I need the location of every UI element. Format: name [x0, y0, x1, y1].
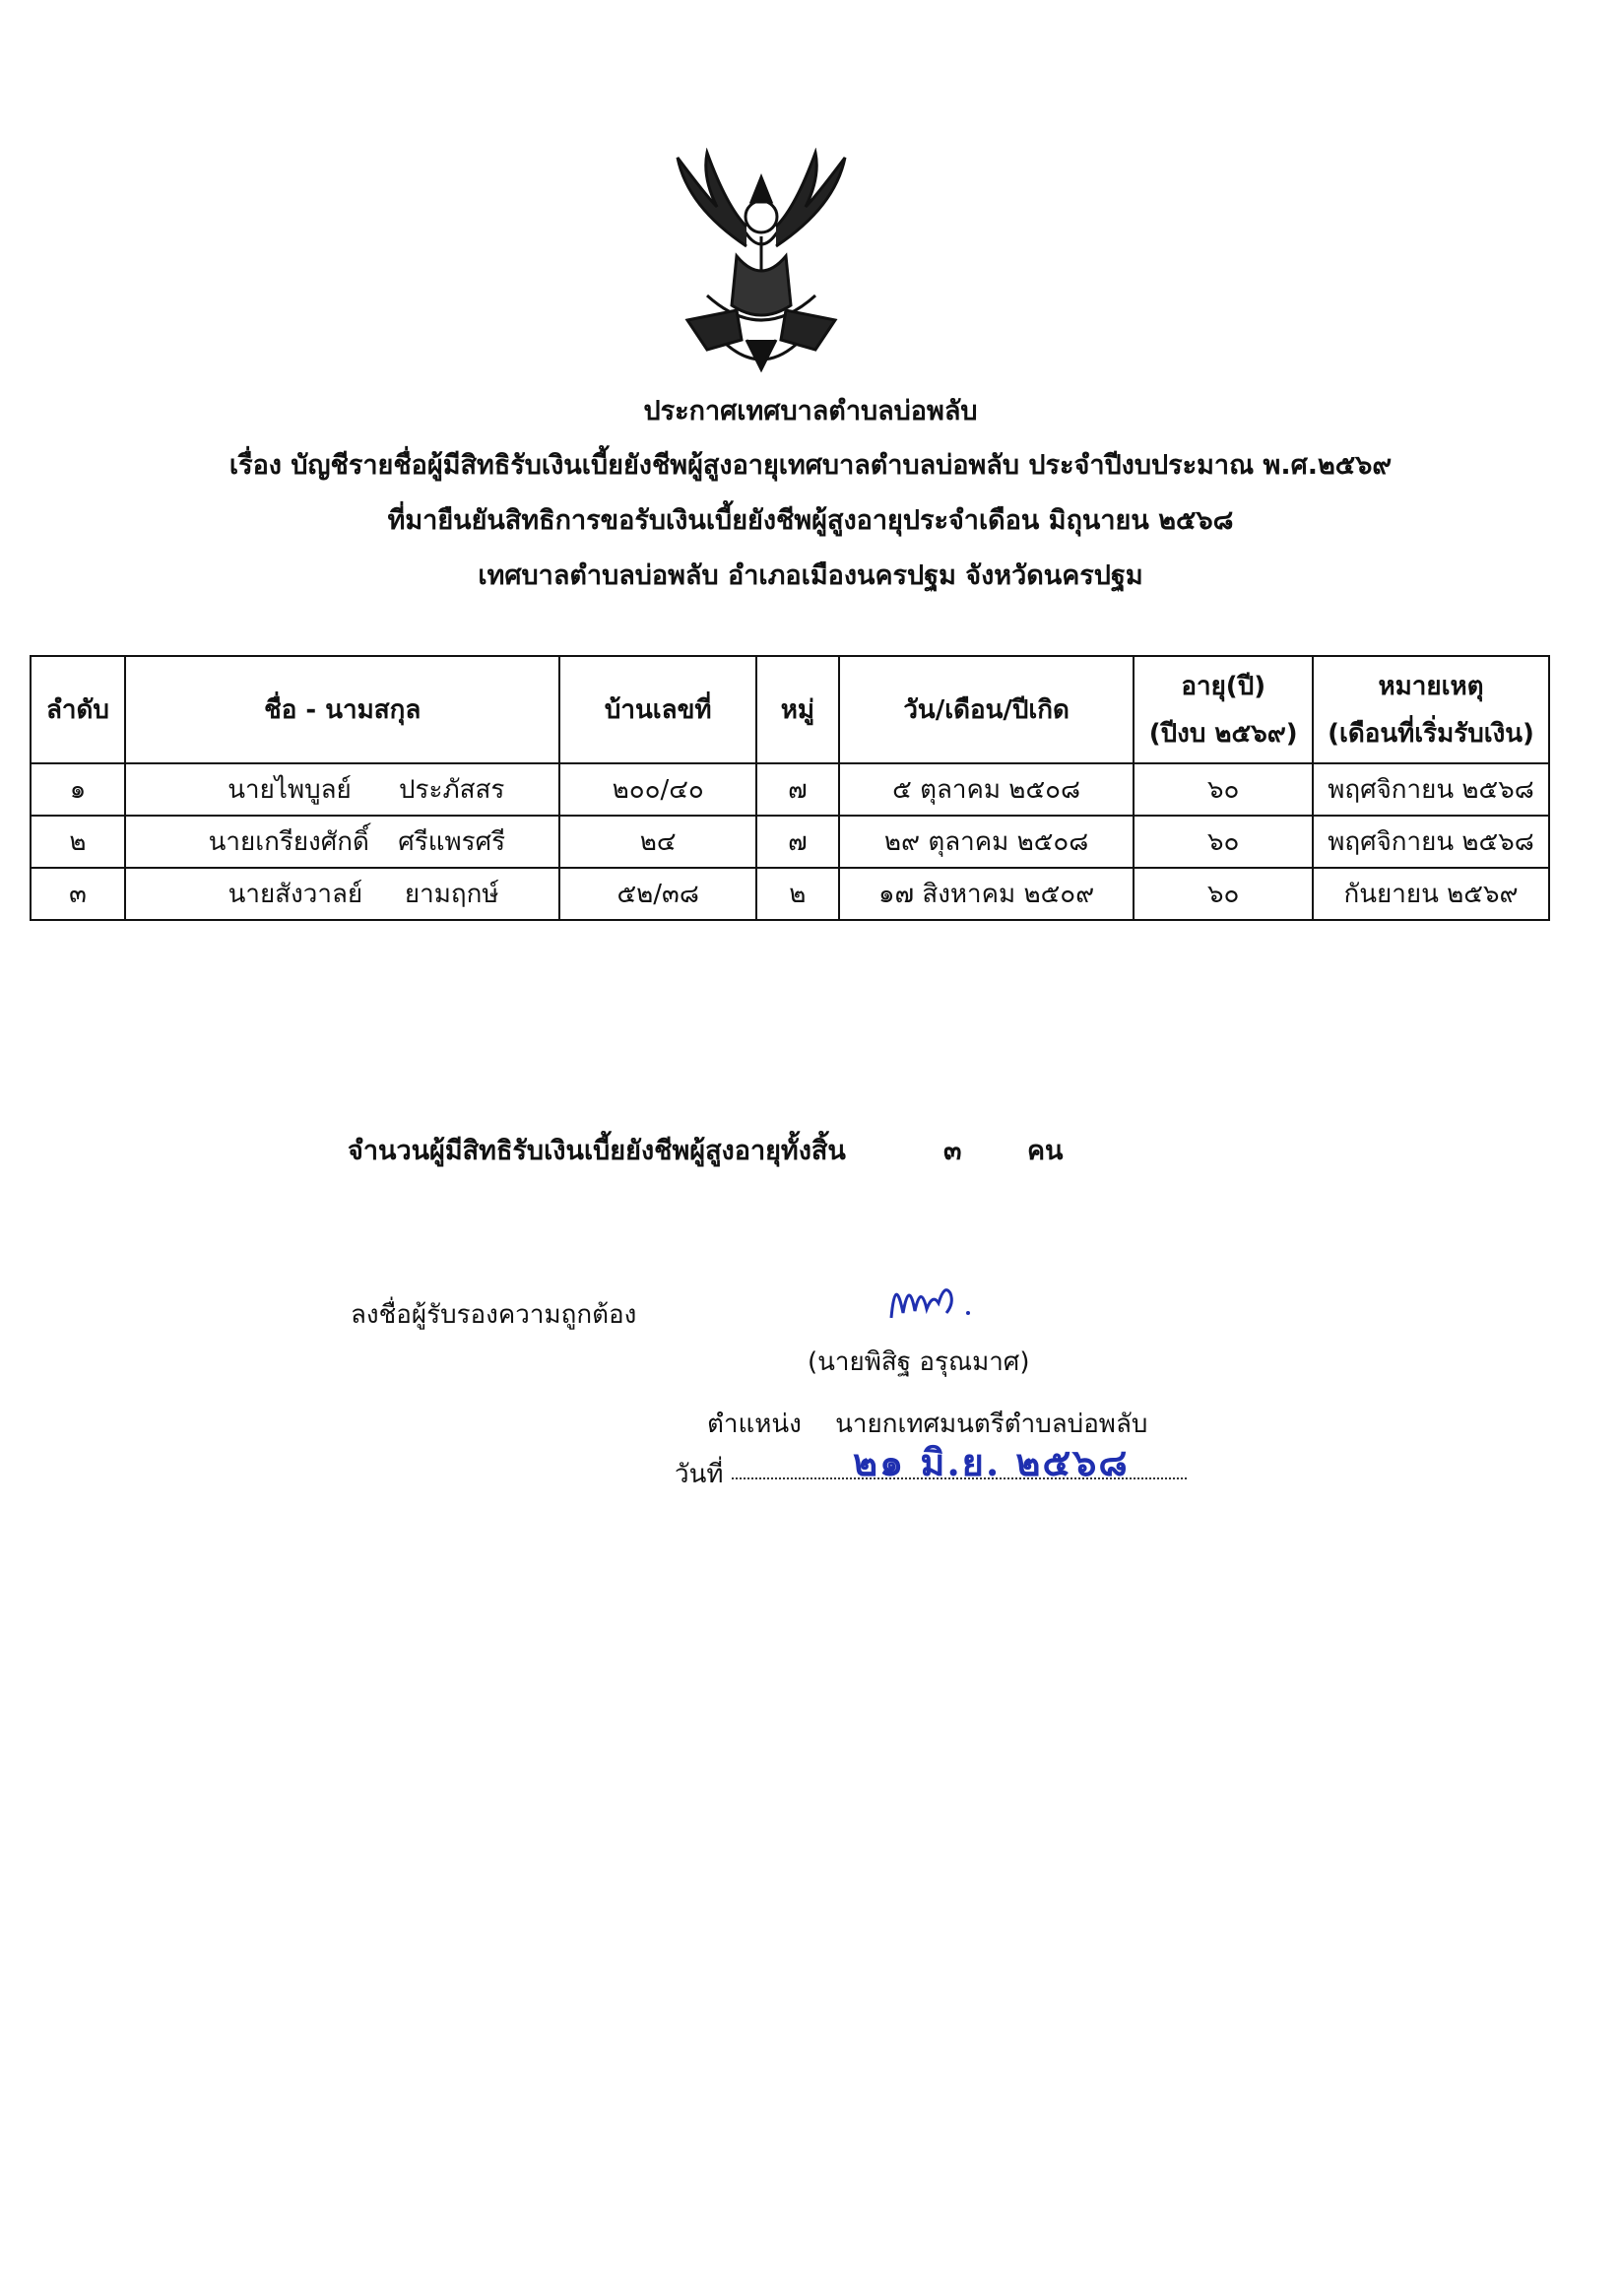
- certify-label: ลงชื่อผู้รับรองความถูกต้อง: [351, 1300, 637, 1330]
- total-count-line: [348, 1129, 1064, 1171]
- beneficiary-table: [30, 655, 1550, 921]
- cell-seq: ๑: [31, 763, 125, 816]
- cell-moo: ๗: [756, 816, 839, 868]
- col-header-dob: วัน/เดือน/ปีเกิด: [839, 656, 1135, 763]
- cell-last-name: ศรีแพรศรี: [398, 827, 506, 857]
- cell-moo: ๗: [756, 763, 839, 816]
- announcement-title: ประกาศเทศบาลตำบลบ่อพลับ: [643, 396, 978, 426]
- total-label: จำนวนผู้มีสิทธิรับเงินเบี้ยยังชีพผู้สูงอายุทั้งสิ้น: [348, 1136, 846, 1166]
- cell-last-name: ยามฤกษ์: [404, 880, 499, 909]
- col-header-seq: ลำดับ: [31, 656, 125, 763]
- table-row: [31, 763, 1549, 816]
- cell-dob: ๑๗ สิงหาคม ๒๕๐๙: [839, 868, 1135, 920]
- cell-age: ๖๐: [1134, 763, 1313, 816]
- col-header-note-label: หมายเหตุ: [1378, 671, 1484, 701]
- cell-seq: ๒: [31, 816, 125, 868]
- cell-name: [125, 868, 560, 920]
- cell-dob: ๕ ตุลาคม ๒๕๐๘: [839, 763, 1135, 816]
- position-label: ตำแหน่ง: [707, 1410, 802, 1439]
- col-header-note-sub: (เดือนที่เริ่มรับเงิน): [1328, 718, 1534, 749]
- col-header-name: ชื่อ - นามสกุล: [125, 656, 560, 763]
- cell-name: [125, 816, 560, 868]
- table-row: [31, 816, 1549, 868]
- col-header-age-sub: (ปีงบ ๒๕๖๙): [1148, 718, 1298, 749]
- cell-first-name: นายไพบูลย์: [227, 775, 352, 805]
- total-unit: คน: [1027, 1136, 1064, 1166]
- announcement-subject: เรื่อง บัญชีรายชื่อผู้มีสิทธิรับเงินเบี้ยยังชีพผู้สูงอายุเทศบาลตำบลบ่อพลับ ประจำปีงบประมาณ พ.ศ.๒๕๖๙: [228, 450, 1393, 481]
- cell-first-name: นายสังวาลย์: [227, 880, 363, 909]
- position-value: นายกเทศมนตรีตำบลบ่อพลับ: [835, 1410, 1148, 1439]
- date-stamp: ๒๑ มิ.ย. ๒๕๖๘: [853, 1440, 1130, 1484]
- cell-dob: ๒๙ ตุลาคม ๒๕๐๘: [839, 816, 1135, 868]
- handwritten-signature: [881, 1264, 980, 1333]
- col-header-age-label: อายุ(ปี): [1181, 671, 1266, 701]
- table-row: [31, 868, 1549, 920]
- col-header-age: [1134, 656, 1313, 763]
- cell-age: ๖๐: [1134, 816, 1313, 868]
- total-count: ๓: [943, 1136, 962, 1166]
- cell-note: พฤศจิกายน ๒๕๖๘: [1313, 763, 1549, 816]
- col-header-note: [1313, 656, 1549, 763]
- cell-name: [125, 763, 560, 816]
- cell-first-name: นายเกรียงศักดิ์: [208, 827, 369, 857]
- cell-seq: ๓: [31, 868, 125, 920]
- table-header-row: [31, 656, 1549, 763]
- cell-note: กันยายน ๒๕๖๙: [1313, 868, 1549, 920]
- signer-name: (นายพิสิฐ อรุณมาศ): [808, 1347, 1030, 1377]
- garuda-emblem-icon: [648, 148, 875, 376]
- date-label: วันที่: [675, 1460, 724, 1489]
- col-header-house: บ้านเลขที่: [559, 656, 756, 763]
- cell-moo: ๒: [756, 868, 839, 920]
- col-header-moo: หมู่: [756, 656, 839, 763]
- cell-house: ๒๐๐/๔๐: [559, 763, 756, 816]
- announcement-subtitle: ที่มายืนยันสิทธิการขอรับเงินเบี้ยยังชีพผู้สูงอายุประจำเดือน มิถุนายน ๒๕๖๘: [387, 505, 1234, 536]
- cell-last-name: ประภัสสร: [399, 775, 505, 805]
- cell-house: ๒๔: [559, 816, 756, 868]
- cell-age: ๖๐: [1134, 868, 1313, 920]
- cell-house: ๕๒/๓๘: [559, 868, 756, 920]
- announcement-location: เทศบาลตำบลบ่อพลับ อำเภอเมืองนครปฐม จังหวัดนครปฐม: [478, 560, 1143, 591]
- cell-note: พฤศจิกายน ๒๕๖๘: [1313, 816, 1549, 868]
